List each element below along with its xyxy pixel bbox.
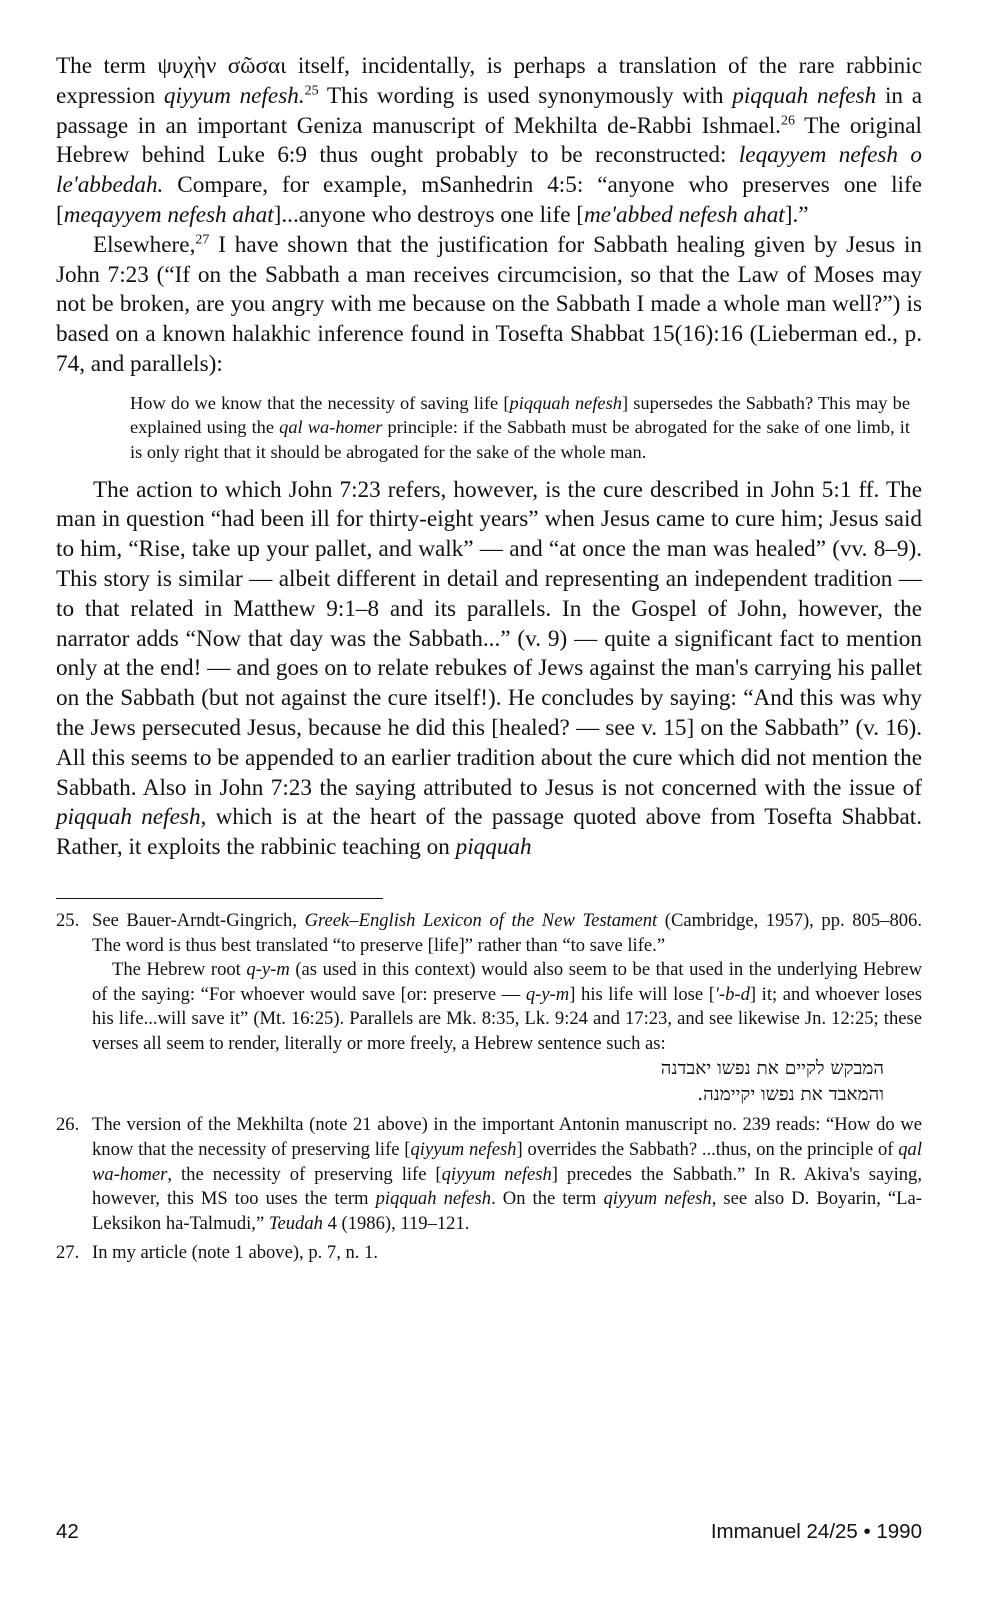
text: ] supersedes the Sabbath? This may be explained using the [130, 392, 910, 438]
text: The action to which John 7:23 refers, however, is the cure described in John 5:1 ff. The man in question “had been ill for thirty-eight years” when Jesus came to cure him; Jesus said to him, “Rise, take up your pallet, and walk” — and “at once the man was healed” (vv. 8–9). This story is similar — albeit different in detail and representing an independent tradition — to that related in Matthew 9:1–8 and its parallels. In the Gospel of John, however, the narrator adds “Now that day was the Sabbath...” (v. 9) — quite a significant fact to mention only at the end! — and goes on to relate rebukes of Jews against the man's carrying his pallet on the Sabbath (but not against the cure itself!). He concludes by saying: “And this was why the Jews persecuted Jesus, because he did this [healed? — see v. 15] on the Sabbath” (v. 16). All this seems to be appended to an earlier tradition about the cure which did not mention the Sabbath. Also in John 7:23 the saying attributed to Jesus is not concerned with the issue of [56, 476, 922, 801]
term-meqayyem: meqayyem nefesh ahat [63, 201, 274, 228]
text: ] overrides the Sabbath? ...thus, on the principle of [516, 1139, 899, 1161]
text: , the necessity of preserving life [ [167, 1163, 442, 1185]
page-content [56, 52, 922, 1271]
term-qiyyum-nefesh: qiyyum nefesh. [163, 82, 305, 109]
text: Elsewhere, [93, 231, 196, 258]
journal-citation: Immanuel 24/25 • 1990 [710, 1520, 922, 1543]
term-qiyyum-nefesh: qiyyum nefesh [410, 1139, 517, 1161]
paragraph-3 [56, 476, 922, 863]
footnote-number: 26. [56, 1114, 80, 1136]
footnote-ref-25[interactable]: 25 [304, 83, 319, 99]
term-root: q-y-m [246, 959, 290, 981]
text: in a passage in an important Geniza manuscript of Mekhilta de-Rabbi Ishmael. [56, 82, 922, 139]
text: , see also D. Boyarin, “La-Leksikon ha-Talmudi,” [92, 1188, 922, 1234]
term-piqquah-nefesh: piqquah nefesh [732, 82, 877, 109]
text: ] precedes the Sabbath.” In R. Akiva's saying, however, this MS too uses the term [92, 1163, 922, 1210]
footnote-number: 25. [56, 909, 80, 931]
footnotes [56, 909, 922, 1266]
footnote-ref-26[interactable]: 26 [780, 112, 795, 128]
text: (Cambridge, 1957), pp. 805–806. The word is thus best translated “to preserve [life]” rather than “to save life.” [92, 909, 922, 956]
footnote-body [92, 909, 922, 1109]
text: The term [56, 53, 158, 79]
greek-term: ψυχὴν σῶσαι [157, 53, 287, 79]
footnote-number: 27. [56, 1242, 80, 1264]
text: ] it; and whoever loses his life...will save it” (Mt. 16:25). Parallels are Mk. 8:35, Lk. 9:24 and 17:23, and see likewise Jn. 12:25; these verses all seem to render, literally or more freely, a Hebrew sentence such as: [92, 983, 922, 1054]
footnote-ref-27[interactable]: 27 [195, 232, 210, 248]
text: How do we know that the necessity of saving life [ [130, 392, 510, 413]
footnote-paragraph [92, 958, 922, 1056]
footnote-25 [56, 909, 922, 1109]
text: Compare, for example, mSanhedrin 4:5: “anyone who preserves one life [ [56, 172, 922, 228]
term-qiyyum-nefesh: qiyyum nefesh [441, 1163, 552, 1185]
text: This wording is used synonymously with [318, 82, 733, 109]
text: ] his life will lose [ [569, 983, 715, 1005]
text: ]...anyone who destroys one life [ [273, 201, 585, 228]
text: ].” [784, 201, 809, 228]
text: itself, incidentally, is perhaps a translation of the rare rabbinic expression [56, 53, 922, 109]
text: The original Hebrew behind Luke 6:9 thus ought probably to be reconstructed: [56, 112, 922, 169]
term-qal-wa-homer: qal wa-homer [92, 1139, 923, 1185]
page-footer [56, 1520, 922, 1544]
footnote-paragraph [92, 1241, 922, 1266]
footnote-27 [56, 1241, 922, 1266]
footnote-body [92, 1241, 922, 1266]
term-piqquah-nefesh: piqquah nefesh [509, 392, 622, 413]
book-title: Greek–English Lexicon of the New Testament [304, 909, 658, 931]
text: The version of the Mekhilta (note 21 above) in the important Antonin manuscript no. 239 reads: “How do we know that the necessity of preserving life [ [92, 1114, 922, 1161]
paragraph-1 [56, 52, 922, 231]
text: In my article (note 1 above), p. 7, n. 1. [92, 1242, 379, 1264]
term-piqquah: piqquah [455, 834, 532, 861]
term-meabbed: me'abbed nefesh ahat [584, 201, 785, 228]
footnote-body [92, 1113, 922, 1236]
term-qiyyum-nefesh: qiyyum nefesh [603, 1188, 712, 1210]
text: The Hebrew root [112, 959, 247, 981]
text: See Bauer-Arndt-Gingrich, [92, 909, 305, 931]
text: principle: if the Sabbath must be abrogated for the sake of one limb, it is only right that it should be abrogated for the sake of the whole man. [130, 417, 910, 462]
text: 4 (1986), 119–121. [322, 1212, 470, 1234]
term-reconstruction: leqayyem nefesh o le'abbedah. [56, 142, 922, 199]
text: (as used in this context) would also seem to be that used in the underlying Hebrew of the saying: “For whoever would save [or: preserve — [92, 959, 923, 1005]
hebrew-line-2: והמאבד את נפשו יקיימנה. [697, 1084, 884, 1106]
term-root: '-b-d [714, 983, 750, 1005]
term-root: q-y-m [525, 983, 570, 1005]
text: I have shown that the justification for Sabbath healing given by Jesus in John 7:23 (“If on the Sabbath a man receives circumcision, so that the Law of Moses may not be broken, are you angry with me because on the Sabbath I made a whole man well?”) is based on a known halakhic inference found in Tosefta Shabbat 15(16):16 (Lieberman ed., p. 74, and parallels): [56, 231, 922, 377]
term-qal-wa-homer: qal wa-homer [279, 417, 383, 438]
paragraph-2 [56, 231, 922, 380]
text: , which is at the heart of the passage quoted above from Tosefta Shabbat. Rather, it exploits the rabbinic teaching on [56, 804, 922, 861]
term-piqquah-nefesh: piqquah nefesh [56, 804, 201, 831]
footnote-divider [56, 898, 383, 899]
page-number: 42 [56, 1520, 79, 1543]
journal-title: Teudah [268, 1212, 323, 1234]
hebrew-line-1: המבקש לקיים את נפשו יאבדנה [660, 1058, 884, 1080]
term-piqquah-nefesh: piqquah nefesh [375, 1188, 492, 1210]
footnote-26 [56, 1113, 922, 1236]
footnote-paragraph [92, 1113, 922, 1236]
footnote-paragraph [92, 909, 922, 958]
block-quote [130, 391, 910, 465]
text: . On the term [491, 1188, 604, 1210]
